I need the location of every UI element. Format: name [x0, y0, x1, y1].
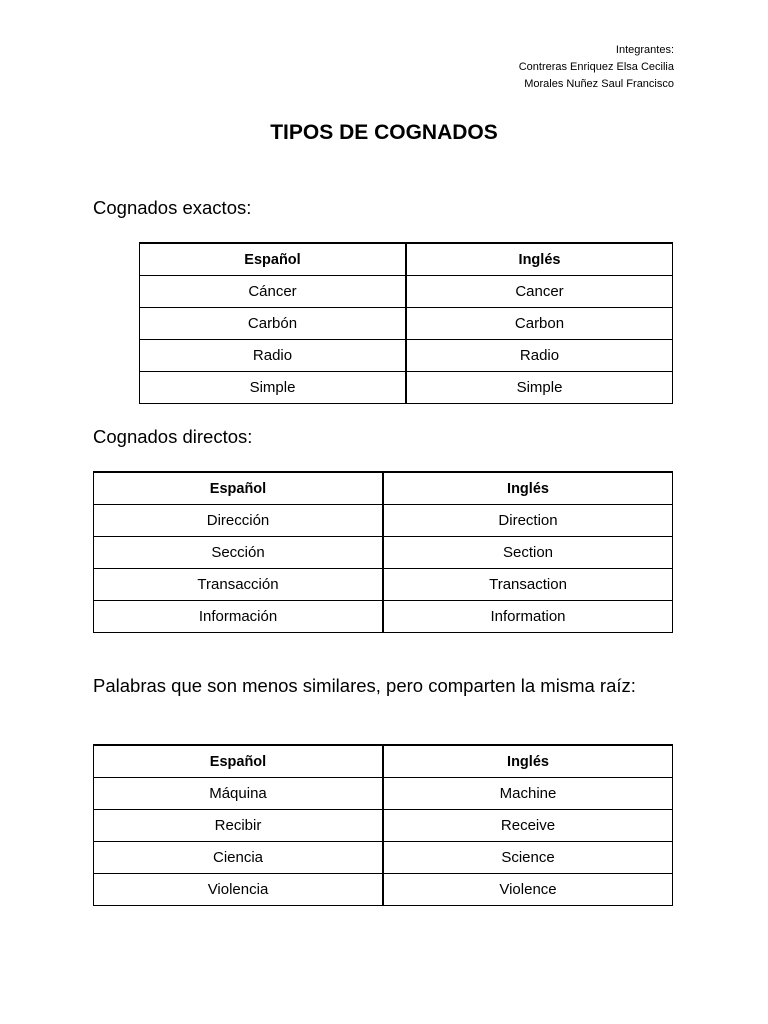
english-word: Carbon [406, 308, 673, 340]
table-header-row [94, 745, 673, 778]
section-heading-direct-cognates: Cognados directos: [93, 426, 253, 447]
english-word: Violence [383, 874, 673, 906]
column-header-spanish: Español [140, 243, 407, 276]
team-members-label: Integrantes: [615, 44, 674, 56]
spanish-word: Carbón [140, 308, 407, 340]
direct-cognates-table [93, 471, 673, 633]
team-member-name: Morales Nuñez Saul Francisco [524, 78, 674, 90]
table-row [140, 276, 673, 308]
table-row [94, 505, 673, 537]
spanish-word: Transacción [94, 569, 384, 601]
table-row [94, 537, 673, 569]
table-row [94, 874, 673, 906]
english-word: Machine [383, 778, 673, 810]
column-header-english: Inglés [406, 243, 673, 276]
table-header-row [94, 472, 673, 505]
table-row [140, 372, 673, 404]
table-row [94, 778, 673, 810]
table-row [94, 569, 673, 601]
team-member-name: Contreras Enriquez Elsa Cecilia [518, 61, 674, 73]
english-word: Receive [383, 810, 673, 842]
table-row [94, 810, 673, 842]
table-row [94, 601, 673, 633]
table-header-row [140, 243, 673, 276]
english-word: Section [383, 537, 673, 569]
spanish-word: Simple [140, 372, 407, 404]
shared-root-words-table [93, 744, 673, 906]
spanish-word: Máquina [94, 778, 384, 810]
english-word: Direction [383, 505, 673, 537]
spanish-word: Sección [94, 537, 384, 569]
spanish-word: Información [94, 601, 384, 633]
spanish-word: Dirección [94, 505, 384, 537]
column-header-english: Inglés [383, 745, 673, 778]
english-word: Information [383, 601, 673, 633]
english-word: Simple [406, 372, 673, 404]
english-word: Radio [406, 340, 673, 372]
spanish-word: Ciencia [94, 842, 384, 874]
page-title: TIPOS DE COGNADOS [270, 121, 498, 144]
english-word: Cancer [406, 276, 673, 308]
table-row [94, 842, 673, 874]
table-row [140, 308, 673, 340]
column-header-english: Inglés [383, 472, 673, 505]
english-word: Science [383, 842, 673, 874]
table-row [140, 340, 673, 372]
team-members-block [519, 42, 674, 93]
spanish-word: Violencia [94, 874, 384, 906]
section-heading-shared-root-words: Palabras que son menos similares, pero comparten la misma raíz: [93, 675, 636, 696]
column-header-spanish: Español [94, 472, 384, 505]
english-word: Transaction [383, 569, 673, 601]
column-header-spanish: Español [94, 745, 384, 778]
exact-cognates-table [139, 242, 673, 404]
spanish-word: Cáncer [140, 276, 407, 308]
section-heading-exact-cognates: Cognados exactos: [93, 197, 252, 218]
spanish-word: Radio [140, 340, 407, 372]
spanish-word: Recibir [94, 810, 384, 842]
